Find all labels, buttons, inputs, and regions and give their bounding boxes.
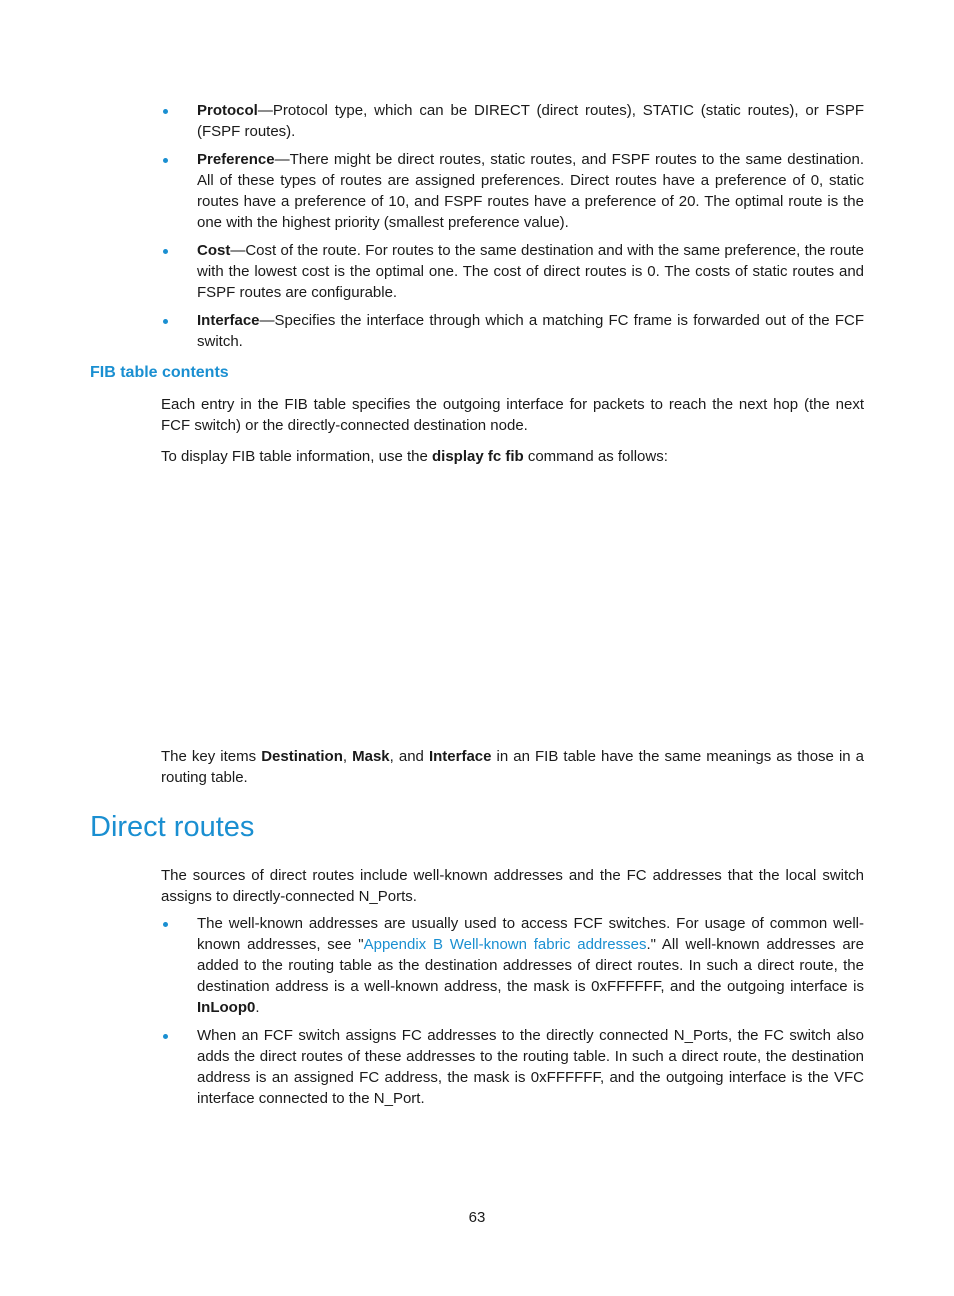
list-item [161,100,864,142]
text: , [342,748,353,765]
key-mask: Mask [352,748,390,765]
definition: —Cost of the route. For routes to the same destination and with the same preference, the route with the lowest cost is the optimal one. The cost of direct routes is 0. The costs of static routes and FSPF routes are configurable. [197,242,864,301]
text: The well-known addresses are usually used to access FCF switches. For usage of common well-known addresses, see " [197,915,864,953]
text: ." All well-known addresses are added to the routing table as the destination addresses of direct routes. In such a direct route, the destination address is a well-known address, the mask is 0xFFFFFF, and the outgoing interface is [197,936,865,995]
key-destination: Destination [261,748,343,765]
direct-routes-list [161,913,864,1109]
bullet-icon [163,922,168,927]
text: When an FCF switch assigns FC addresses to the directly connected N_Ports, the FC switch also adds the direct routes of these addresses to the routing table. In such a direct route, the destination address is an assigned FC address, the mask is 0xFFFFFF, and the outgoing interface is the VFC interface connected to the N_Port. [197,1027,864,1107]
list-item [161,240,864,303]
page-number: 63 [468,1209,486,1226]
bullet-icon [163,158,168,163]
text: command as follows: [523,448,668,465]
fib-description: Each entry in the FIB table specifies the outgoing interface for packets to reach the next hop (the next FCF switch) or the directly-connected destination node. [161,396,864,434]
fib-command-intro [161,446,864,467]
text: The key items [161,748,262,765]
routing-items-list [161,100,864,352]
list-item [161,149,864,233]
definition: —There might be direct routes, static routes, and FSPF routes to the same destination. All of these types of routes are assigned preferences. Direct routes have a preference of 0, static routes have a preference of 10, and FSPF routes have a preference of 20. The optimal route is the one with the highest priority (smallest preference value). [197,151,864,231]
direct-routes-intro: The sources of direct routes include well-known addresses and the FC addresses that the local switch assigns to directly-connected N_Ports. [161,867,864,905]
term: Cost [197,242,231,259]
list-item [161,1025,864,1109]
list-item [161,310,864,352]
list-item [161,913,864,1018]
term: Protocol [197,102,258,119]
text: , and [389,748,429,765]
bullet-icon [163,1034,168,1039]
text: To display FIB table information, use the [161,448,432,465]
command-name: display fc fib [431,448,524,465]
key-interface: Interface [428,748,492,765]
term: Preference [197,151,275,168]
fib-key-items [161,746,864,788]
definition: —Protocol type, which can be DIRECT (direct routes), STATIC (static routes), or FSPF (FSPF routes). [197,102,864,140]
bullet-icon [163,249,168,254]
text: in an FIB table have the same meanings as those in a routing table. [161,748,865,786]
fib-section-heading: FIB table contents [90,364,229,381]
bullet-icon [163,319,168,324]
direct-routes-heading: Direct routes [90,811,255,843]
text: . [255,999,260,1016]
inloop-interface: InLoop0 [197,999,256,1016]
term: Interface [197,312,260,329]
definition: —Specifies the interface through which a matching FC frame is forwarded out of the FCF switch. [197,312,864,350]
bullet-icon [163,109,168,114]
appendix-link[interactable]: Appendix B Well-known fabric addresses [363,936,647,953]
